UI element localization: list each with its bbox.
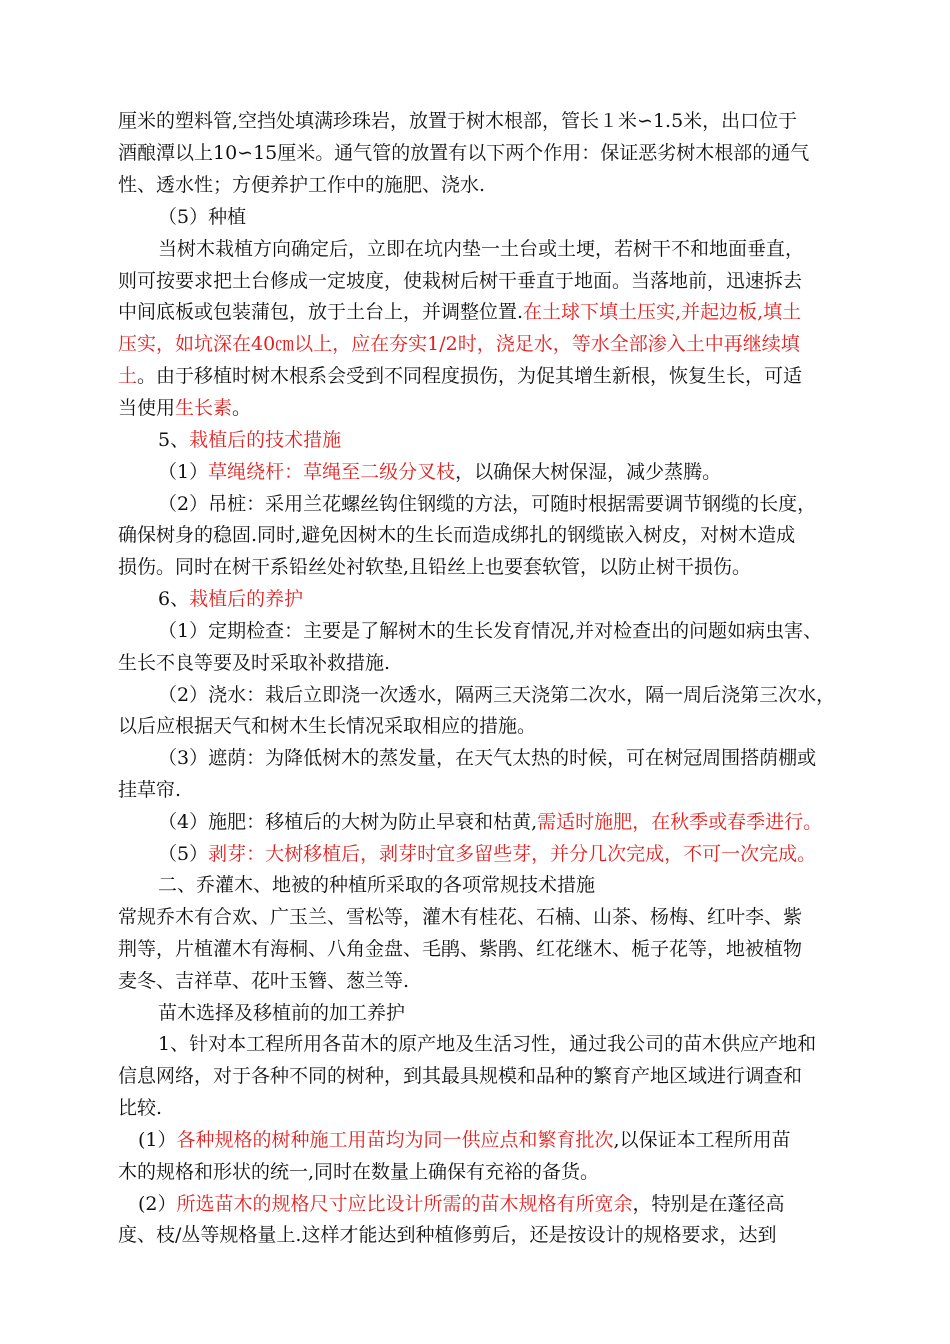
text-segment: 。由于移植时树木根系会受到不同程度损伤，为促其增生新根，恢复生长，可适: [137, 365, 803, 387]
text-line: [138, 1127, 791, 1153]
text-segment: 1、针对本工程所用各苗木的原产地及生活习性，通过我公司的苗木供应产地和: [158, 1033, 817, 1055]
highlighted-text: 栽植后的养护: [189, 588, 304, 610]
highlighted-text: 土: [118, 365, 138, 387]
text-segment: ，特别是在蓬径高: [632, 1193, 785, 1215]
text-segment: ，以确保大树保湿，减少蒸腾。: [455, 461, 722, 483]
text-line: [118, 777, 181, 803]
text-segment: 信息网络，对于各种不同的树种，到其最具规模和品种的繁育产地区域进行调查和: [118, 1065, 803, 1087]
text-segment: （4）施肥：移植后的大树为防止早衰和枯黄,: [158, 811, 538, 833]
highlighted-text: 剥芽：大树移植后，剥芽时宜多留些芽，并分几次完成，不可一次完成。: [208, 843, 817, 865]
text-line: [158, 427, 341, 453]
text-line: [118, 108, 797, 134]
text-segment: 当使用: [118, 397, 176, 419]
highlighted-text: 在土球下填土压实,并起边板,填土: [523, 301, 802, 323]
text-line: [158, 459, 721, 485]
text-segment: 比较.: [118, 1097, 163, 1119]
text-segment: 苗木选择及移植前的加工养护: [158, 1002, 406, 1024]
text-segment: 生长不良等要及时采取补救措施.: [118, 652, 391, 674]
text-line: [158, 841, 816, 867]
text-line: [158, 745, 816, 771]
text-segment: ,以保证本工程所用苗: [613, 1129, 791, 1151]
text-line: [158, 1031, 816, 1057]
highlighted-text: 压实，如坑深在40㎝以上，应在夯实1/2时，浇足水，等水全部渗入土中再继续填: [118, 333, 800, 355]
text-line: [118, 331, 800, 357]
text-line: [118, 395, 251, 421]
text-segment: 。: [232, 397, 252, 419]
text-segment: (1）: [138, 1129, 177, 1151]
text-line: [118, 1063, 802, 1089]
text-line: [158, 1000, 405, 1026]
text-line: [158, 236, 804, 262]
text-line: [118, 140, 809, 166]
text-segment: 二、乔灌木、地被的种植所采取的各项常规技术措施: [158, 874, 596, 896]
text-segment: 常规乔木有合欢、广玉兰、雪松等，灌木有桂花、石楠、山茶、杨梅、红叶李、紫: [118, 906, 803, 928]
text-segment: 损伤。同时在树干系铅丝处衬软垫,且铅丝上也要套软管，以防止树干损伤。: [118, 556, 752, 578]
text-segment: 酒酿潭以上10∽15厘米。通气管的放置有以下两个作用：保证恶劣树木根部的通气: [118, 142, 810, 164]
text-line: [118, 522, 795, 548]
text-segment: 挂草帘.: [118, 779, 182, 801]
text-segment: （3）遮荫：为降低树木的蒸发量，在天气太热的时候，可在树冠周围搭荫棚或: [158, 747, 817, 769]
text-segment: （1）: [158, 461, 209, 483]
text-line: [138, 1191, 785, 1217]
text-segment: 度、枝/丛等规格量上.这样才能达到种植修剪后，还是按设计的规格要求，达到: [118, 1224, 777, 1246]
text-line: [118, 299, 801, 325]
text-line: [118, 936, 802, 962]
text-line: [158, 491, 816, 517]
highlighted-text: 所选苗木的规格尺寸应比设计所需的苗木规格有所宽余: [176, 1193, 633, 1215]
text-segment: 性、透水性；方便养护工作中的施肥、浇水.: [118, 174, 486, 196]
highlighted-text: 栽植后的技术措施: [189, 429, 342, 451]
text-segment: （5）种植: [158, 206, 247, 228]
text-segment: 确保树身的稳固.同时,避免因树木的生长而造成绑扎的钢缆嵌入树皮，对树木造成: [118, 524, 796, 546]
text-line: [158, 809, 822, 835]
text-line: [118, 1159, 599, 1185]
text-segment: （2）浇水：栽后立即浇一次透水，隔两三天浇第二次水，隔一周后浇第三次水，: [158, 684, 836, 706]
highlighted-text: 生长素: [175, 397, 233, 419]
text-segment: (2）: [138, 1193, 177, 1215]
text-line: [118, 363, 802, 389]
text-segment: 则可按要求把土台修成一定坡度，使栽树后树干垂直于地面。当落地前，迅速拆去: [118, 270, 803, 292]
text-segment: 当树木栽植方向确定后，立即在坑内垫一土台或土埂，若树干不和地面垂直，: [158, 238, 805, 260]
text-line: [118, 904, 802, 930]
text-line: [158, 586, 303, 612]
text-line: [118, 1222, 776, 1248]
text-segment: 木的规格和形状的统一,同时在数量上确保有充裕的备货。: [118, 1161, 600, 1183]
text-line: [118, 268, 802, 294]
text-segment: （1）定期检查：主要是了解树木的生长发育情况,并对检查出的问题如病虫害、: [158, 620, 823, 642]
text-segment: 麦冬、吉祥草、花叶玉簪、葱兰等.: [118, 970, 410, 992]
text-segment: 5、: [158, 429, 190, 451]
text-line: [118, 1095, 162, 1121]
text-segment: 中间底板或包装蒲包，放于土台上，并调整位置.: [118, 301, 524, 323]
text-line: [118, 554, 751, 580]
text-line: [118, 713, 536, 739]
text-line: [118, 650, 390, 676]
text-segment: （2）吊桩：采用兰花螺丝钩住钢缆的方法，可随时根据需要调节钢缆的长度，: [158, 493, 817, 515]
text-segment: 6、: [158, 588, 190, 610]
text-line: [158, 872, 595, 898]
text-segment: 以后应根据天气和树木生长情况采取相应的措施。: [118, 715, 537, 737]
text-line: [158, 618, 822, 644]
highlighted-text: 各种规格的树种施工用苗均为同一供应点和繁育批次: [176, 1129, 614, 1151]
text-line: [118, 172, 485, 198]
text-segment: 荆等，片植灌木有海桐、八角金盘、毛鹃、紫鹃、红花继木、栀子花等，地被植物: [118, 938, 803, 960]
text-line: [158, 682, 835, 708]
highlighted-text: 需适时施肥，在秋季或春季进行。: [537, 811, 823, 833]
highlighted-text: 草绳绕杆：草绳至二级分叉枝: [208, 461, 456, 483]
text-segment: （5）: [158, 843, 209, 865]
text-line: [158, 204, 246, 230]
text-line: [118, 968, 409, 994]
text-segment: 厘米的塑料管,空挡处填满珍珠岩，放置于树木根部，管长１米∽1.5米，出口位于: [118, 110, 798, 132]
